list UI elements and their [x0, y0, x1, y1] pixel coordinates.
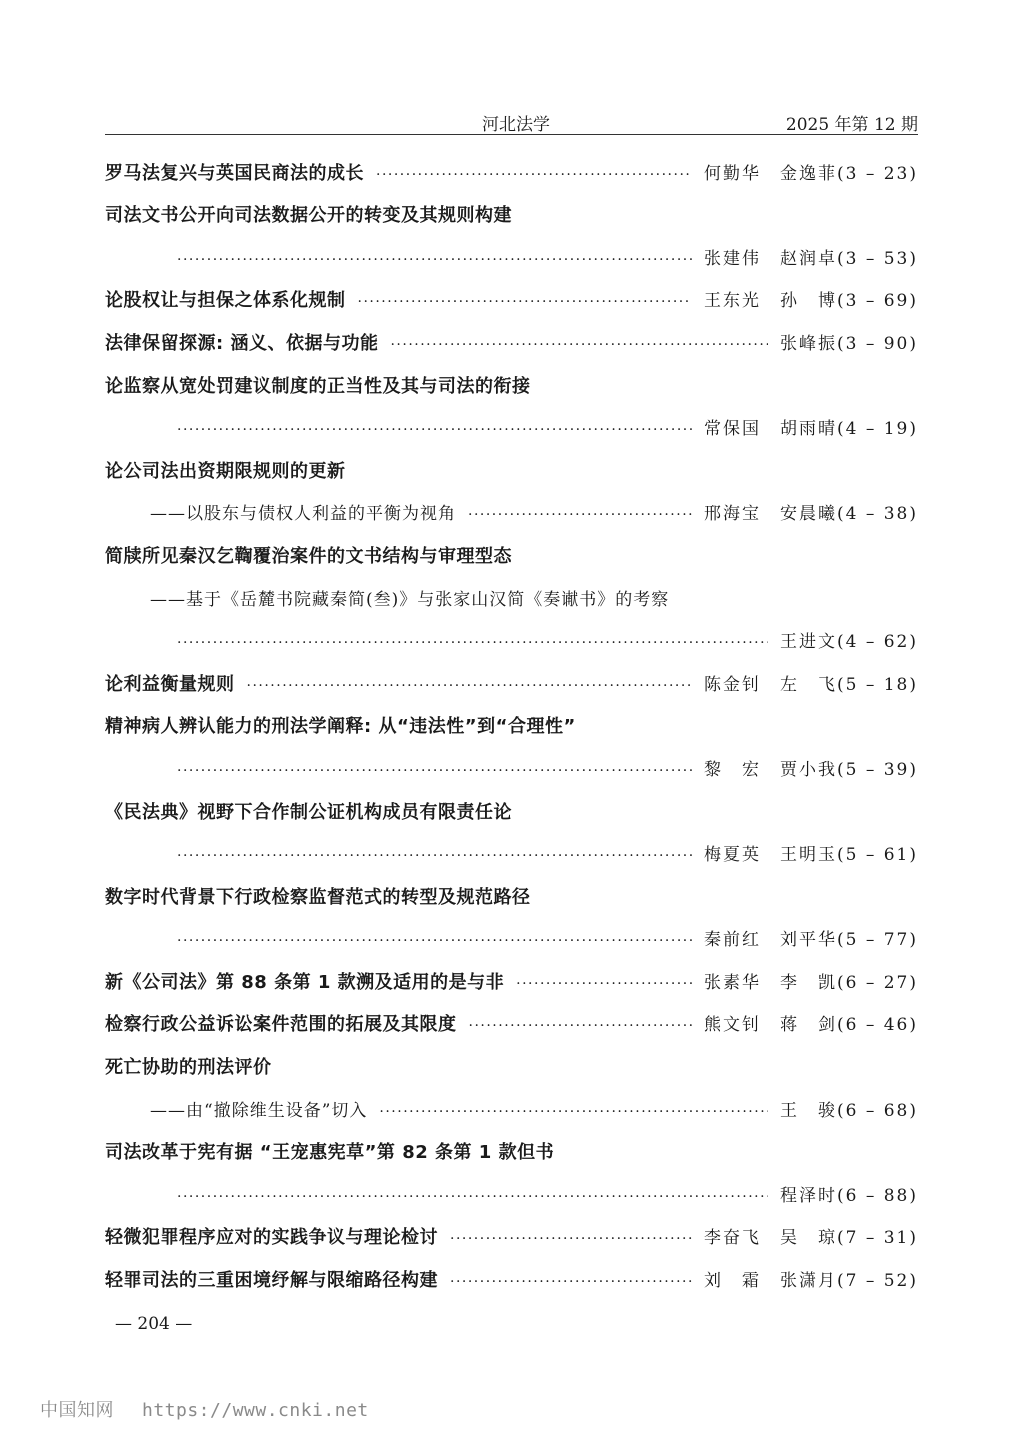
leader-dots	[516, 976, 692, 992]
toc-entry	[105, 406, 918, 449]
table-of-contents	[105, 150, 918, 1300]
leader-dots	[247, 678, 692, 694]
watermark-site: 中国知网	[40, 1400, 114, 1421]
issue-number: 2025 年第 12 期	[785, 115, 918, 135]
article-title: 轻微犯罪程序应对的实践争议与理论检讨	[105, 1227, 438, 1249]
leader-dots	[177, 933, 692, 949]
article-subtitle: ——基于《岳麓书院藏秦简(叁)》与张家山汉简《奏谳书》的考察	[150, 589, 670, 610]
toc-entry	[105, 278, 918, 321]
journal-name: 河北法学	[482, 115, 550, 135]
article-title: 论股权让与担保之体系化规制	[105, 290, 346, 312]
article-title: 司法文书公开向司法数据公开的转变及其规则构建	[105, 205, 512, 227]
article-title: 司法改革于宪有据 “王宠惠宪草”第 82 条第 1 款但书	[105, 1142, 555, 1164]
article-title: 简牍所见秦汉乞鞫覆治案件的文书结构与审理型态	[105, 545, 512, 567]
leader-dots	[469, 1018, 692, 1034]
leader-dots	[177, 422, 692, 438]
toc-entry	[105, 661, 918, 704]
toc-entry	[105, 150, 918, 193]
article-title: 论监察从宽处罚建议制度的正当性及其与司法的衔接	[105, 375, 531, 397]
toc-entry	[105, 1002, 918, 1045]
leader-dots	[450, 1274, 692, 1290]
article-title: 法律保留探源: 涵义、依据与功能	[105, 332, 379, 354]
toc-entry	[105, 448, 918, 491]
article-title: 轻罪司法的三重困境纾解与限缩路径构建	[105, 1270, 438, 1292]
toc-entry	[105, 320, 918, 363]
article-title: 论公司法出资期限规则的更新	[105, 460, 346, 482]
toc-entry	[105, 832, 918, 875]
cnki-watermark	[40, 1396, 369, 1422]
article-title: 数字时代背景下行政检察监督范式的转型及规范路径	[105, 886, 531, 908]
article-title: 论利益衡量规则	[105, 673, 235, 695]
article-subtitle: ——以股东与债权人利益的平衡为视角	[150, 504, 456, 525]
toc-entry	[105, 1130, 918, 1173]
author-page-ref: 梅夏英 王明玉(5 – 61)	[703, 845, 918, 866]
toc-entry	[105, 491, 918, 534]
toc-entry	[105, 1215, 918, 1258]
toc-entry	[105, 1087, 918, 1130]
author-page-ref: 邢海宝 安晨曦(4 – 38)	[703, 504, 918, 525]
leader-dots	[177, 252, 692, 268]
article-subtitle: ——由“撤除维生设备”切入	[150, 1100, 368, 1121]
author-page-ref: 何勤华 金逸菲(3 – 23)	[703, 163, 918, 184]
toc-entry	[105, 619, 918, 662]
leader-dots	[390, 337, 768, 353]
author-page-ref: 张素华 李 凯(6 – 27)	[703, 972, 918, 993]
author-page-ref: 熊文钊 蒋 剑(6 – 46)	[703, 1015, 918, 1036]
author-page-ref: 王东光 孙 博(3 – 69)	[703, 291, 918, 312]
leader-dots	[450, 1231, 692, 1247]
toc-entry	[105, 746, 918, 789]
leader-dots	[177, 635, 768, 651]
author-page-ref: 刘 霜 张潇月(7 – 52)	[703, 1271, 918, 1292]
article-title: 检察行政公益诉讼案件范围的拓展及其限度	[105, 1014, 457, 1036]
author-page-ref: 张峰振(3 – 90)	[779, 333, 918, 354]
toc-entry	[105, 704, 918, 747]
leader-dots	[177, 848, 692, 864]
leader-dots	[177, 1189, 768, 1205]
author-page-ref: 张建伟 赵润卓(3 – 53)	[703, 248, 918, 269]
author-page-ref: 李奋飞 吴 琼(7 – 31)	[703, 1228, 918, 1249]
article-title: 新《公司法》第 88 条第 1 款溯及适用的是与非	[105, 971, 505, 993]
leader-dots	[358, 294, 692, 310]
toc-entry	[105, 874, 918, 917]
author-page-ref: 秦前红 刘平华(5 – 77)	[703, 930, 918, 951]
leader-dots	[468, 507, 692, 523]
article-title: 罗马法复兴与英国民商法的成长	[105, 162, 364, 184]
leader-dots	[376, 167, 692, 183]
toc-entry	[105, 1172, 918, 1215]
leader-dots	[177, 763, 692, 779]
toc-entry	[105, 1257, 918, 1300]
toc-entry	[105, 193, 918, 236]
article-title: 死亡协助的刑法评价	[105, 1057, 272, 1079]
leader-dots	[379, 1104, 768, 1120]
author-page-ref: 陈金钊 左 飞(5 – 18)	[703, 674, 918, 695]
author-page-ref: 王 骏(6 – 68)	[779, 1100, 918, 1121]
author-page-ref: 程泽时(6 – 88)	[779, 1185, 918, 1206]
toc-entry	[105, 789, 918, 832]
toc-entry	[105, 959, 918, 1002]
author-page-ref: 黎 宏 贾小我(5 – 39)	[703, 759, 918, 780]
watermark-url: https://www.cnki.net	[142, 1400, 369, 1421]
author-page-ref: 常保国 胡雨晴(4 – 19)	[703, 419, 918, 440]
running-header	[105, 106, 918, 135]
toc-entry	[105, 1044, 918, 1087]
page-number: — 204 —	[115, 1314, 193, 1334]
toc-entry	[105, 235, 918, 278]
article-title: 《民法典》视野下合作制公证机构成员有限责任论	[105, 801, 512, 823]
toc-entry	[105, 533, 918, 576]
toc-entry	[105, 917, 918, 960]
toc-entry	[105, 576, 918, 619]
toc-entry	[105, 363, 918, 406]
author-page-ref: 王进文(4 – 62)	[779, 632, 918, 653]
article-title: 精神病人辨认能力的刑法学阐释: 从“违法性”到“合理性”	[105, 716, 576, 738]
